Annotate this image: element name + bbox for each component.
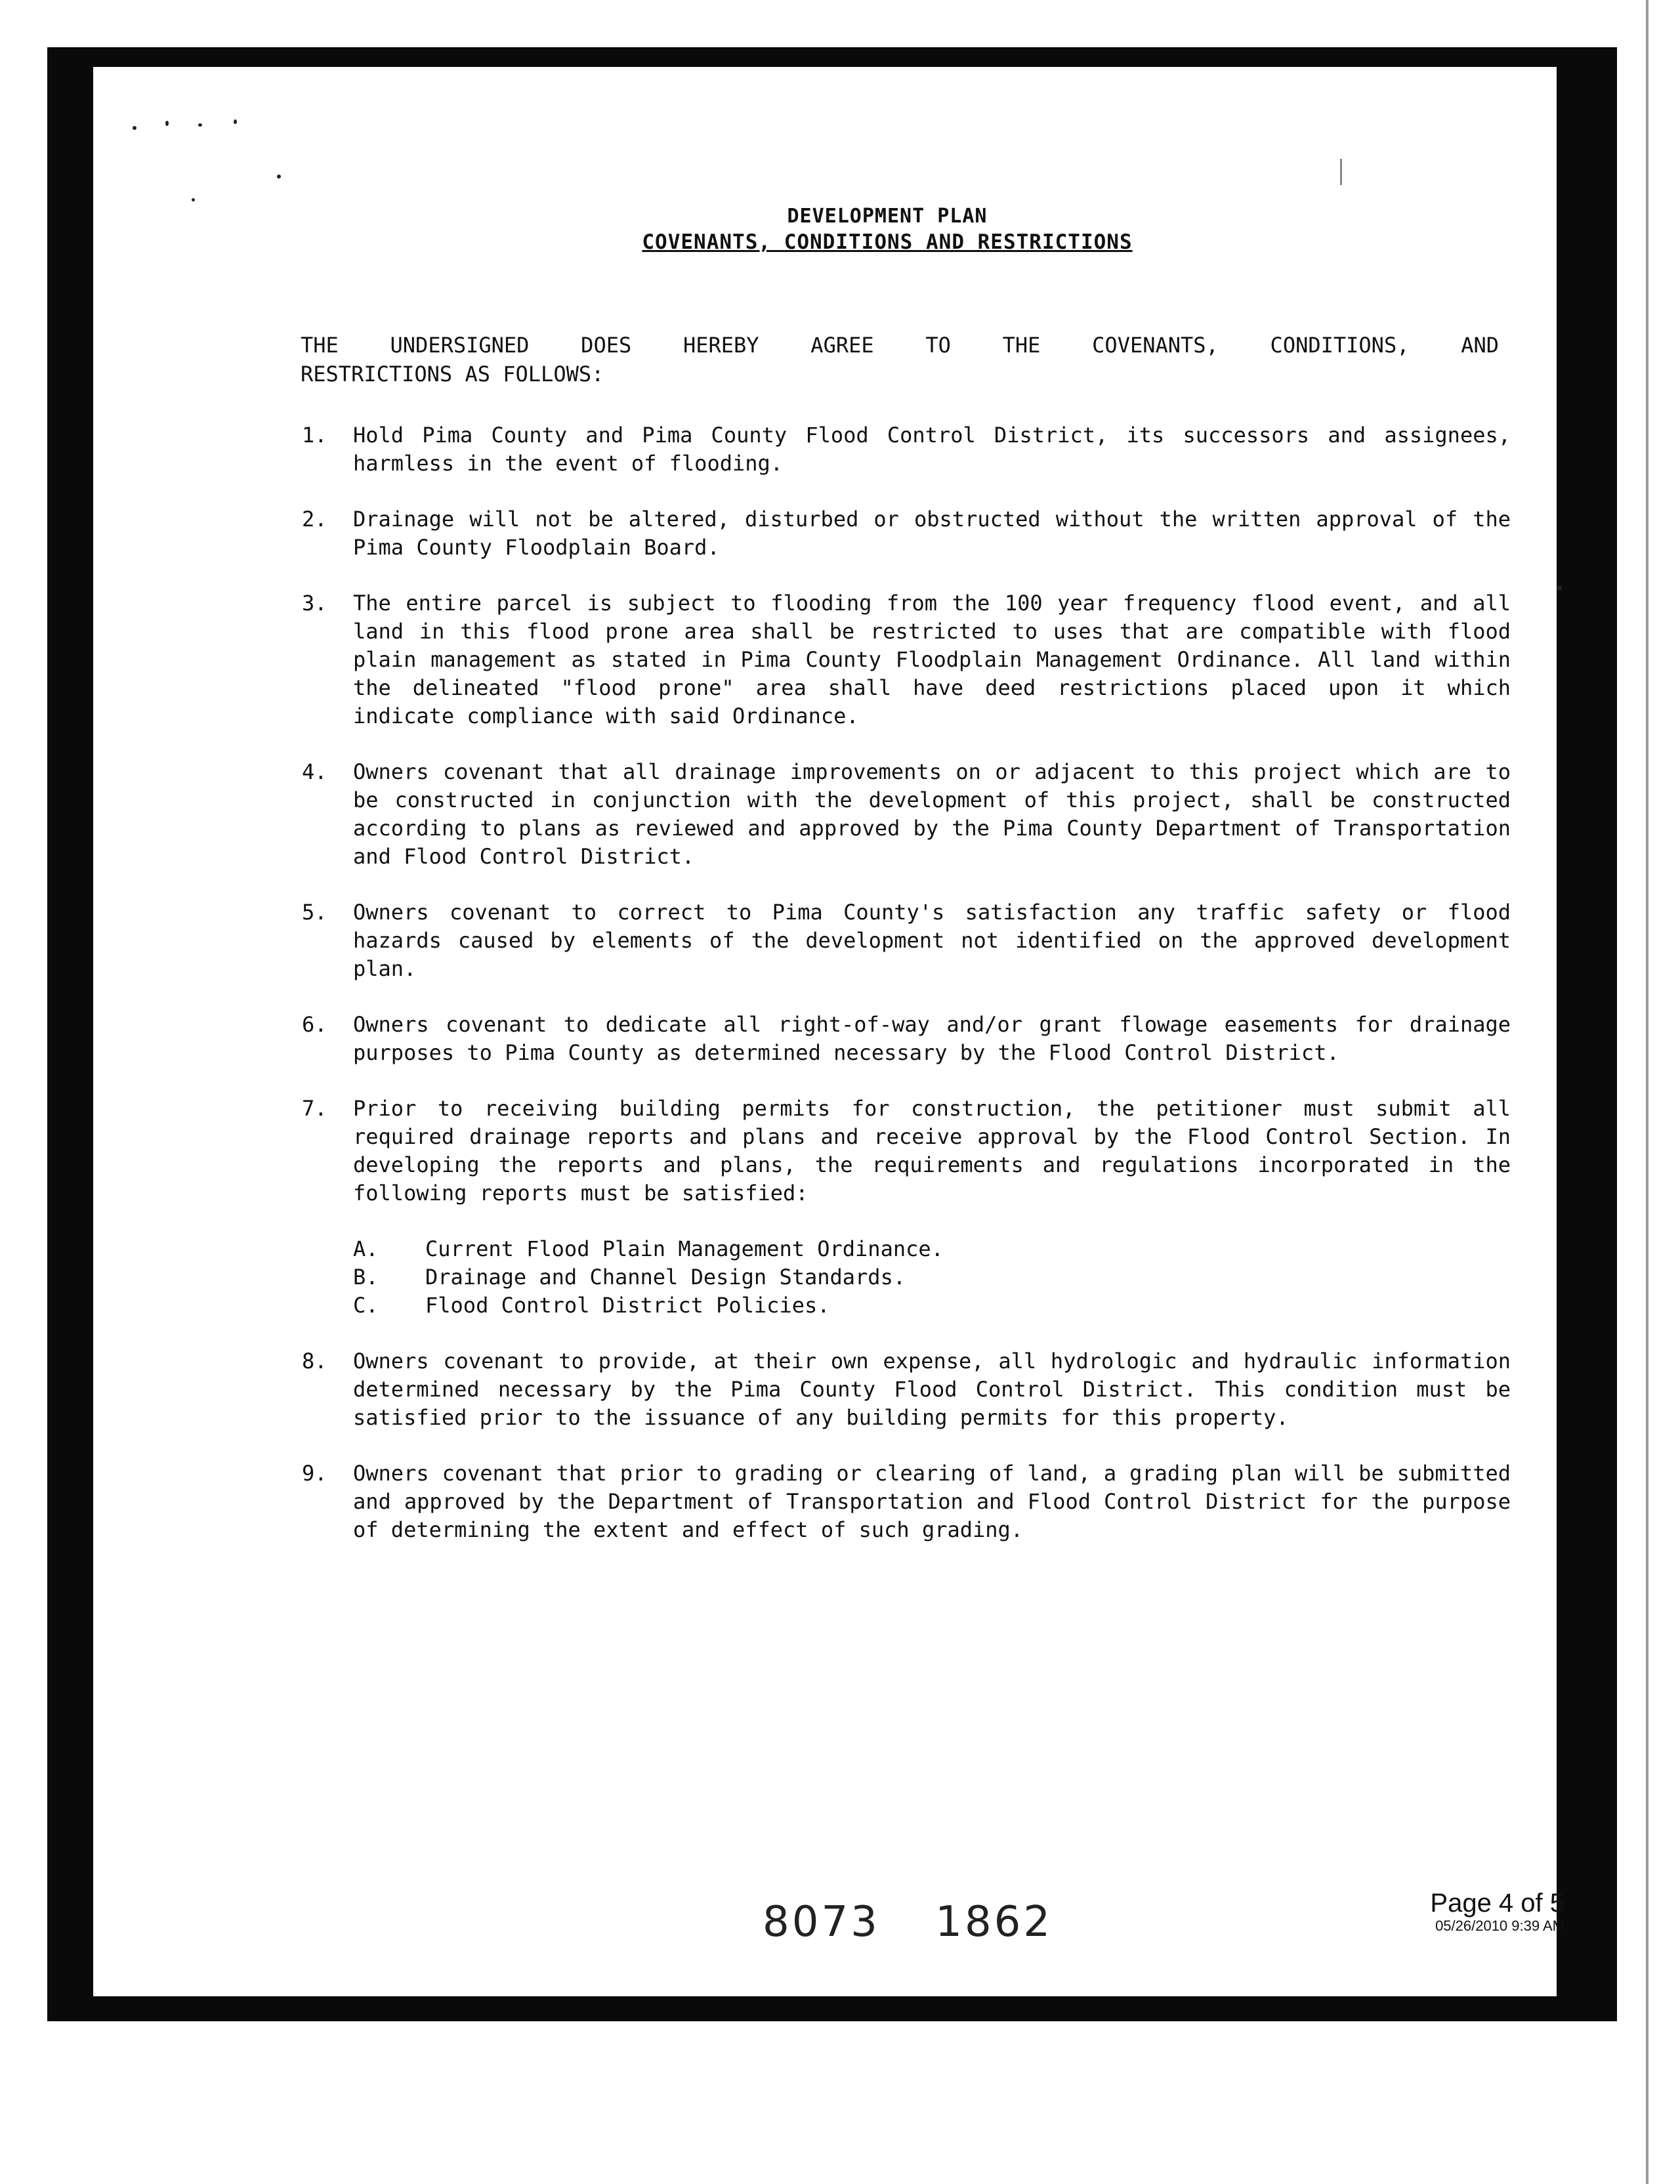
item-text: Prior to receiving building permits for construction, the petitioner must submit all required drainage reports and plans and receive approval by the Flood Control Section. In developing the reports and plans, the requirements and regulations incorporated in the following reports must be satisfied: <box>353 1096 1511 1206</box>
sub-item <box>353 1235 1511 1263</box>
intro-line-2: RESTRICTIONS AS FOLLOWS: <box>301 362 604 387</box>
covenant-item <box>302 505 1511 562</box>
timestamp: 05/26/2010 9:39 AM <box>1435 1918 1564 1934</box>
covenant-item <box>302 421 1511 478</box>
scan-speck <box>133 126 136 130</box>
item-text: Owners covenant that all drainage improvements on or adjacent to this project which are to be constructed in conjunction with the development of this project, shall be constructed according to plans as reviewed and approved by the Pima County Department of Transportation and Flood Control District. <box>353 759 1511 869</box>
item-text: Owners covenant to provide, at their own expense, all hydrologic and hydraulic information determined necessary by the Pima County Flood Control District. This condition must be satisfied prior to the issuance of any building permits for this property. <box>353 1349 1511 1430</box>
item-text: Owners covenant that prior to grading or clearing of land, a grading plan will be submitted and approved by the Department of Transportation and Flood Control District for the purpose of determining the extent and effect of such grading. <box>353 1461 1511 1542</box>
covenant-list <box>302 421 1511 1572</box>
sub-item-text: Drainage and Channel Design Standards. <box>425 1265 906 1290</box>
item-number: 7. <box>302 1096 327 1121</box>
sub-item-text: Current Flood Plain Management Ordinance. <box>425 1236 944 1261</box>
scan-speck <box>192 198 195 201</box>
document-page <box>93 67 1564 1996</box>
item-number: 8. <box>302 1349 327 1374</box>
scan-speck <box>1340 159 1342 185</box>
scan-speck <box>1557 585 1562 591</box>
item-number: 6. <box>302 1012 327 1037</box>
scan-speck <box>234 119 237 124</box>
sub-item-letter: C. <box>353 1293 379 1318</box>
document-subtitle: COVENANTS, CONDITIONS AND RESTRICTIONS <box>642 230 1133 254</box>
sub-item-list <box>353 1235 1511 1320</box>
sub-item <box>353 1292 1511 1320</box>
item-text: Owners covenant to dedicate all right-of-way and/or grant flowage easements for drainage purposes to Pima County as determined necessary by the Flood Control District. <box>353 1012 1511 1065</box>
page-indicator: Page 4 of 5 <box>1430 1889 1564 1918</box>
item-text: Owners covenant to correct to Pima County's satisfaction any traffic safety or flood hazards caused by elements of the development not identified on the approved development plan. <box>353 900 1511 981</box>
scanned-document-frame <box>47 47 1617 2021</box>
page-stamp <box>1414 1889 1564 1935</box>
item-number: 3. <box>302 591 327 616</box>
intro-paragraph <box>301 331 1499 388</box>
item-text: Drainage will not be altered, disturbed or obstructed without the written approval of the Pima County Floodplain Board. <box>353 507 1511 560</box>
scan-speck <box>198 123 202 127</box>
covenant-item <box>302 758 1511 871</box>
sub-item-letter: B. <box>353 1265 379 1290</box>
item-number: 9. <box>302 1461 327 1486</box>
item-text: The entire parcel is subject to flooding from the 100 year frequency flood event, and all land in this flood prone area shall be restricted to uses that are compatible with flood plain management as stated in Pima County Floodplain Management Ordinance. All land within the delineated "flood prone" area shall have deed restrictions placed upon it which indicate compliance with said Ordinance. <box>353 591 1511 728</box>
item-number: 5. <box>302 900 327 925</box>
covenant-item <box>302 1095 1511 1320</box>
item-text: Hold Pima County and Pima County Flood Control District, its successors and assignees, harmless in the event of flooding. <box>353 423 1511 476</box>
covenant-item <box>302 589 1511 730</box>
sub-item <box>353 1263 1511 1292</box>
recording-number <box>763 1898 1092 1946</box>
scan-speck <box>165 121 169 126</box>
scan-speck <box>277 175 281 178</box>
scan-edge-strip <box>1646 0 1648 2184</box>
item-number: 4. <box>302 759 327 784</box>
document-header <box>461 205 1314 254</box>
sub-item-letter: A. <box>353 1236 379 1261</box>
document-title: DEVELOPMENT PLAN <box>787 205 988 228</box>
item-number: 1. <box>302 423 327 448</box>
intro-line-1: THE UNDERSIGNED DOES HEREBY AGREE TO THE COVENANTS, CONDITIONS, AND <box>301 333 1499 358</box>
covenant-item <box>302 1011 1511 1067</box>
item-number: 2. <box>302 507 327 532</box>
page-number: 1862 <box>935 1898 1053 1946</box>
covenant-item <box>302 1347 1511 1432</box>
covenant-item <box>302 1460 1511 1544</box>
book-number: 8073 <box>763 1898 880 1946</box>
sub-item-text: Flood Control District Policies. <box>425 1293 830 1318</box>
covenant-item <box>302 898 1511 983</box>
